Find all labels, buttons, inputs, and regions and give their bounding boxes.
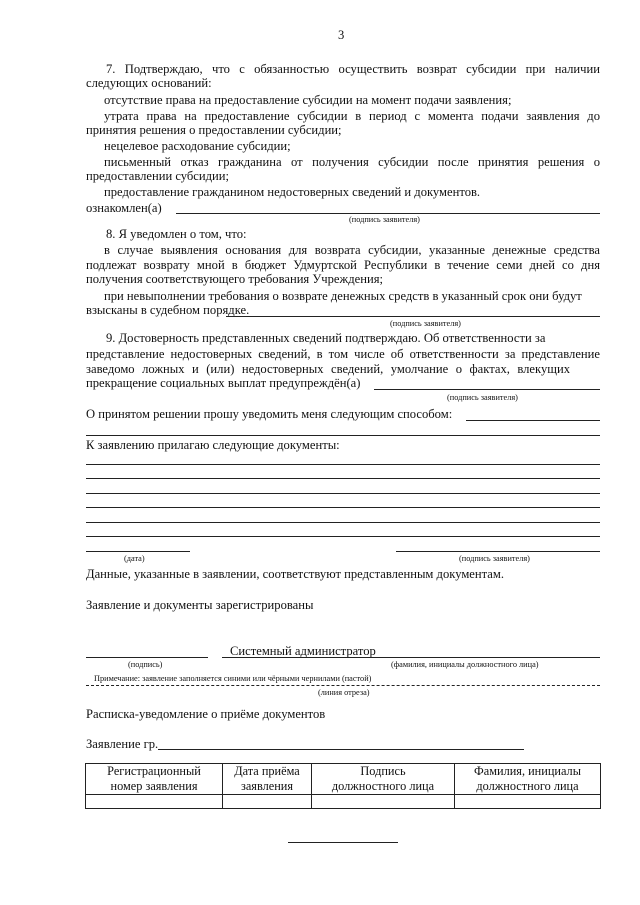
table-header-cell: Дата приёма заявления [223,764,312,795]
table-cell[interactable] [86,795,223,809]
notify-line-1[interactable] [466,420,600,421]
item7-line-7: письменный отказ гражданина от получения субсидии после принятия решения о [104,155,600,169]
application-from-label: Заявление гр. [86,737,159,751]
official-name: Системный администратор [230,644,376,658]
attach-line-5[interactable] [86,522,600,523]
item7-line-5: принятия решения о предоставлении субсидии; [86,123,342,137]
signature-line-2[interactable] [226,316,600,317]
item9-line-4: прекращение социальных выплат предупреждён(а) [86,376,361,390]
attach-text: К заявлению прилагаю следующие документы: [86,438,340,452]
attach-line-3[interactable] [86,493,600,494]
table-header-cell: Фамилия, инициалы должностного лица [455,764,601,795]
item8-line-5: при невыполнении требования о возврате денежных средств в указанный срок они будут [104,289,582,303]
signature-caption-3: (подпись заявителя) [447,393,518,402]
receipt-title: Расписка-уведомление о приёме документов [86,707,326,721]
item7-line-1: 7. Подтверждаю, что с обязанностью осуществить возврат субсидии при наличии [106,62,600,76]
signature-caption-1: (подпись заявителя) [349,215,420,224]
item7-line-6: нецелевое расходование субсидии; [104,139,291,153]
applicant-name-line[interactable] [158,749,524,750]
attach-line-6[interactable] [86,536,600,537]
item8-line-1: 8. Я уведомлен о том, что: [106,227,247,241]
table-header-row [86,764,601,795]
cut-line [86,685,600,686]
item9-line-2: представление недостоверных сведений, в том числе об ответственности за представление [86,347,600,361]
official-name-line[interactable] [222,657,600,658]
table-row [86,795,601,809]
acquainted-label: ознакомлен(а) [86,201,162,215]
item7-line-4: утрата права на предоставление субсидии в период с момента подачи заявления до [104,109,600,123]
table-cell[interactable] [223,795,312,809]
official-caption: (фамилия, инициалы должностного лица) [391,660,539,669]
official-signature-line[interactable] [86,657,208,658]
date-caption: (дата) [124,554,145,563]
table-header-cell: Регистрационный номер заявления [86,764,223,795]
cut-line-caption: (линия отреза) [318,688,370,697]
attach-line-1[interactable] [86,464,600,465]
attach-line-4[interactable] [86,507,600,508]
signature-line-4[interactable] [396,551,600,552]
item9-line-1: 9. Достоверность представленных сведений подтверждаю. Об ответственности за [106,331,546,345]
notify-line-2[interactable] [86,435,600,436]
item7-line-3: отсутствие права на предоставление субсидии на момент подачи заявления; [104,93,512,107]
signature-caption-4: (подпись заявителя) [459,554,530,563]
item7-line-8: предоставлении субсидии; [86,169,230,183]
table-header-cell: Подпись должностного лица [312,764,455,795]
item8-line-4: получения соответствующего требования Учреждения; [86,272,383,286]
notify-text: О принятом решении прошу уведомить меня следующим способом: [86,407,453,421]
item8-line-3: подлежат возврату мной в бюджет Удмуртской Республики в течение семи дней со дня [86,258,600,272]
attach-line-2[interactable] [86,478,600,479]
item7-line-2: следующих оснований: [86,76,212,90]
bottom-divider [288,842,398,843]
registered-text: Заявление и документы зарегистрированы [86,598,314,612]
note-text: Примечание: заявление заполняется синими или чёрными чернилами (пастой) [94,674,372,683]
page-number: 3 [338,28,345,42]
item9-line-3: заведомо ложных и (или) недостоверных сведений, умолчание о фактах, влекущих [86,362,570,376]
official-signature-caption: (подпись) [128,660,163,669]
registration-table [85,763,601,809]
table-cell[interactable] [455,795,601,809]
date-line[interactable] [86,551,190,552]
data-correspond-text: Данные, указанные в заявлении, соответствуют представленным документам. [86,567,504,581]
signature-line-1[interactable] [176,213,600,214]
signature-line-3[interactable] [374,389,600,390]
item8-line-6: взысканы в судебном порядке. [86,303,250,317]
table-cell[interactable] [312,795,455,809]
signature-caption-2: (подпись заявителя) [390,319,461,328]
item8-line-2: в случае выявления основания для возврата субсидии, указанные денежные средства [104,243,600,257]
item7-line-9: предоставление гражданином недостоверных сведений и документов. [104,185,481,199]
